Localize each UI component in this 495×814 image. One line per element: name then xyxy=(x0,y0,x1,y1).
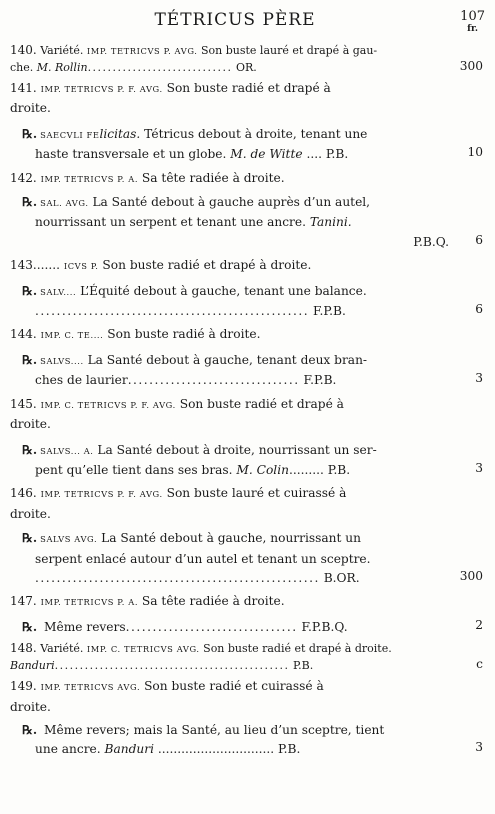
entry-line xyxy=(10,325,449,345)
entry-text xyxy=(10,677,449,717)
description-text: Même revers xyxy=(40,619,126,634)
legend-text: IMP. C. TETRICVS AVG. xyxy=(86,644,200,655)
price-value: 3 xyxy=(475,740,483,755)
value-unit: fr. xyxy=(467,24,479,34)
description-text: La Santé debout à gauche, nourrissant un xyxy=(97,531,361,546)
description-text: droite. xyxy=(10,699,51,714)
leader-dots: ............................. xyxy=(87,60,233,74)
reverse-symbol: ℞. xyxy=(22,126,38,141)
entry-text xyxy=(10,79,449,119)
description-text: pent qu’elle tient dans ses bras. xyxy=(35,462,237,477)
entry-line xyxy=(22,145,449,164)
legend-text: IMP. TETRICVS P. F. AVG. xyxy=(40,489,163,500)
entry-number: 143. xyxy=(10,258,37,273)
description-text: .... P.B. xyxy=(302,147,349,162)
collection-name: M. Colin xyxy=(236,462,289,477)
entry-line xyxy=(10,42,449,60)
entry-number: 141. xyxy=(10,81,37,95)
legend-text: SAECVLI FE xyxy=(40,129,100,140)
leader-dots: ................................................... xyxy=(35,304,310,319)
description-text: Variété. xyxy=(36,44,87,57)
entry-line xyxy=(10,256,449,276)
reverse-symbol: ℞. xyxy=(22,722,38,737)
entry-text xyxy=(10,256,449,276)
entry-number: 142. xyxy=(10,170,37,185)
description-text: Son buste radié et drapé à droite. xyxy=(98,258,312,273)
entry-line xyxy=(22,351,449,371)
entry-number: 148. xyxy=(10,641,37,656)
description-text: Son buste radié à droite. xyxy=(103,327,261,342)
reverse-symbol: ℞. xyxy=(22,442,38,457)
entry-line xyxy=(10,677,449,697)
reverse-symbol: ℞. xyxy=(22,195,38,210)
description-text: P.B.Q. xyxy=(413,234,449,249)
legend-text: SALVS... A. xyxy=(40,445,94,456)
entry-text xyxy=(10,325,449,345)
description-text: B.OR. xyxy=(319,570,360,585)
entry-line xyxy=(22,721,449,740)
description-text: droite. xyxy=(10,101,51,116)
description-text: Même revers; mais la Santé, au lieu d’un sceptre, tient xyxy=(40,722,385,737)
entry-text xyxy=(22,351,449,391)
price-value: 10 xyxy=(467,145,483,160)
legend-text: SALVS.... xyxy=(40,355,84,366)
catalog-entry-140 xyxy=(0,42,495,76)
legend-text: IMP. TETRICVS P. A. xyxy=(40,597,139,608)
catalog-entry-143r xyxy=(0,282,495,322)
description-text: ches de laurier xyxy=(35,373,128,388)
leader-dots: ............................................... xyxy=(54,658,290,672)
entry-line xyxy=(22,282,449,302)
entry-line xyxy=(22,569,449,588)
collection-name: Banduri xyxy=(10,658,55,672)
entry-line xyxy=(10,484,449,504)
legend-text: IMP. TETRICVS P. AVG. xyxy=(86,46,198,56)
catalog-entries xyxy=(0,42,495,760)
entry-line xyxy=(10,640,449,658)
page-title: TÉTRICUS PÈRE xyxy=(154,10,316,30)
description-text: Sa tête radiée à droite. xyxy=(138,170,285,185)
entry-text xyxy=(22,529,449,588)
entry-text xyxy=(22,125,449,165)
legend-text: IMP. C. TETRICVS P. F. AVG. xyxy=(40,399,176,410)
entry-text xyxy=(10,484,449,524)
entry-line xyxy=(10,99,449,118)
description-text: Son buste lauré et cuirassé à xyxy=(162,486,347,501)
legend-text: ICVS P. xyxy=(63,261,99,272)
description-text: ...... xyxy=(36,258,64,273)
entry-text xyxy=(22,193,449,252)
reverse-symbol: ℞. xyxy=(22,531,38,546)
entry-line xyxy=(10,698,449,717)
entry-number: 146. xyxy=(10,486,37,501)
entry-text xyxy=(22,618,449,637)
description-text: OR. xyxy=(232,60,257,74)
price-value: 3 xyxy=(475,460,483,475)
price-value: 300 xyxy=(459,58,483,73)
price-value: c xyxy=(476,656,483,671)
description-text: serpent enlacé autour d’un autel et tenant un sceptre. xyxy=(35,551,371,566)
entry-line xyxy=(10,592,449,612)
catalog-entry-147r xyxy=(0,618,495,637)
description-text: Tétricus debout à droite, tenant une xyxy=(140,126,368,141)
catalog-entry-149r xyxy=(0,721,495,760)
page-number: 107 xyxy=(460,9,485,24)
description-text: F.P.B.Q. xyxy=(297,619,348,634)
reverse-symbol: ℞. xyxy=(22,619,38,634)
leader-dots: ................................ xyxy=(125,619,298,634)
reverse-symbol: ℞. xyxy=(22,283,38,298)
description-text: Sa tête radiée à droite. xyxy=(138,594,285,609)
description-text: haste transversale et un globe. xyxy=(35,147,231,162)
legend-text: IMP. TETRICVS P. A. xyxy=(40,173,139,184)
entry-number: 144. xyxy=(10,327,37,342)
entry-line xyxy=(22,618,449,637)
description-text: Son buste radié et cuirassé à xyxy=(140,679,324,694)
entry-line xyxy=(22,529,449,549)
description-text: F.P.B. xyxy=(299,373,337,388)
catalog-entry-149 xyxy=(0,677,495,717)
entry-text xyxy=(10,592,449,612)
catalog-entry-144r xyxy=(0,351,495,391)
reverse-symbol: ℞. xyxy=(22,352,38,367)
description-text: Son buste lauré et drapé à gau- xyxy=(197,44,378,57)
price-value: 6 xyxy=(475,302,483,317)
entry-line xyxy=(10,79,449,99)
entry-number: 147. xyxy=(10,594,37,609)
description-text: F.P.B. xyxy=(309,304,346,319)
catalog-entry-145r xyxy=(0,441,495,481)
price-value: 6 xyxy=(475,232,483,247)
collection-name: M. de Witte xyxy=(230,147,303,162)
entry-text xyxy=(22,282,449,322)
entry-line xyxy=(22,550,449,569)
catalog-entry-146r xyxy=(0,529,495,588)
description-text: nourrissant un serpent et tenant une ancre. xyxy=(35,215,310,230)
entry-line xyxy=(22,371,449,390)
entry-text xyxy=(22,441,449,481)
entry-text xyxy=(10,395,449,435)
entry-line xyxy=(10,395,449,415)
price-value: 300 xyxy=(459,568,483,583)
description-text: .............................. P.B. xyxy=(153,742,301,757)
entry-line xyxy=(22,193,449,213)
collection-name: Tanini. xyxy=(309,215,352,230)
page-header xyxy=(0,6,495,46)
catalog-entry-141r xyxy=(0,125,495,165)
legend-text: SALV.... xyxy=(40,286,77,297)
collection-name: licitas. xyxy=(99,126,141,141)
entry-line xyxy=(10,415,449,434)
catalog-entry-144 xyxy=(0,325,495,345)
catalog-entry-141 xyxy=(0,79,495,119)
collection-name: Banduri xyxy=(104,742,154,757)
description-text: Son buste radié et drapé à xyxy=(175,396,344,411)
entry-number: 145. xyxy=(10,396,37,411)
description-text: La Santé debout à gauche, tenant deux bran- xyxy=(83,352,368,367)
description-text: droite. xyxy=(10,417,51,432)
catalog-entry-142r xyxy=(0,193,495,252)
entry-line xyxy=(10,658,449,675)
catalog-entry-148 xyxy=(0,640,495,674)
description-text: La Santé debout à droite, nourrissant un ser- xyxy=(93,442,377,457)
price-value: 2 xyxy=(475,617,483,632)
legend-text: IMP. TETRICVS P. F. AVG. xyxy=(40,84,163,94)
legend-text: IMP. C. TE.... xyxy=(40,330,104,341)
entry-line xyxy=(22,302,449,321)
leader-dots: ................................ xyxy=(127,373,300,388)
description-text: P.B. xyxy=(289,658,314,672)
entry-line xyxy=(22,125,449,145)
description-text: La Santé debout à gauche auprès d’un autel, xyxy=(88,195,371,210)
catalog-entry-142 xyxy=(0,169,495,189)
description-text: L’Équité debout à gauche, tenant une balance. xyxy=(76,283,367,298)
description-text: droite. xyxy=(10,506,51,521)
description-text: ......... P.B. xyxy=(288,462,351,477)
description-text: une ancre. xyxy=(35,742,105,757)
legend-text: SAL. AVG. xyxy=(40,198,89,209)
entry-line xyxy=(22,213,449,232)
leader-dots: ..................................................... xyxy=(35,570,320,585)
catalog-entry-146 xyxy=(0,484,495,524)
entry-line xyxy=(22,233,449,252)
catalog-entry-147 xyxy=(0,592,495,612)
legend-text: SALVS AVG. xyxy=(40,534,98,545)
legend-text: IMP. TETRICVS AVG. xyxy=(40,682,141,693)
description-text: Son buste radié et drapé à droite. xyxy=(199,642,392,656)
entry-line xyxy=(22,461,449,480)
entry-text xyxy=(10,169,449,189)
entry-line xyxy=(22,740,449,759)
entry-line xyxy=(10,60,449,77)
entry-line xyxy=(22,441,449,461)
entry-line xyxy=(10,505,449,524)
entry-text xyxy=(22,721,449,760)
price-value: 3 xyxy=(475,371,483,386)
catalog-entry-143 xyxy=(0,256,495,276)
entry-number: 140. xyxy=(10,43,37,57)
description-text: Son buste radié et drapé à xyxy=(162,81,331,95)
entry-number: 149. xyxy=(10,679,37,694)
description-text: che. xyxy=(10,60,37,74)
page-number-block xyxy=(460,10,485,36)
entry-text xyxy=(10,42,449,76)
entry-line xyxy=(10,169,449,189)
description-text: Variété. xyxy=(36,642,87,656)
entry-text xyxy=(10,640,449,674)
collection-name: M. Rollin xyxy=(36,60,88,74)
catalog-entry-145 xyxy=(0,395,495,435)
